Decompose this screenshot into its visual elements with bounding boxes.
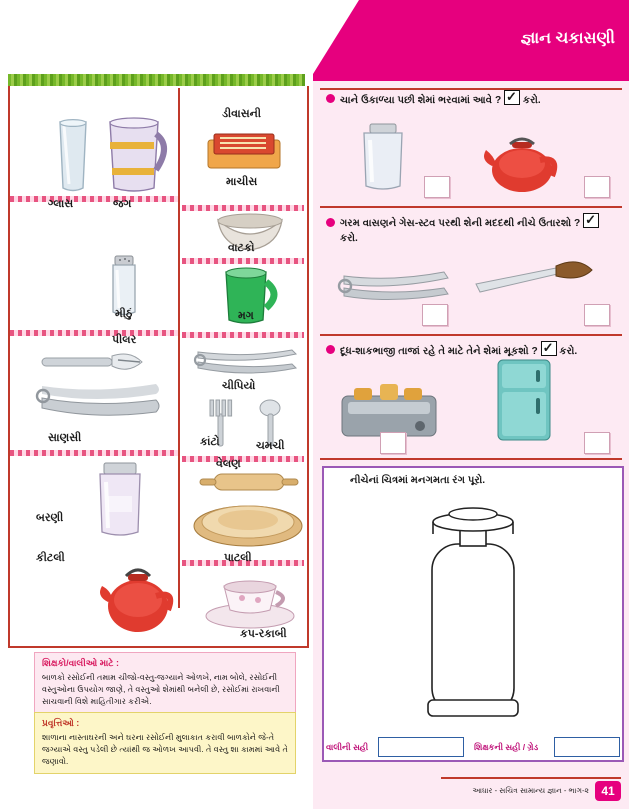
- answer-box-3b[interactable]: [584, 432, 610, 454]
- row-divider: [10, 196, 178, 202]
- object-label: વાટકો: [228, 242, 255, 254]
- matchbox-tray-icon: [204, 128, 286, 176]
- rolling-pin-icon: [198, 462, 302, 500]
- signature-row: [322, 737, 620, 757]
- answer-box-3a[interactable]: [380, 432, 406, 454]
- answer-box-2a[interactable]: [422, 304, 448, 326]
- object-label: પાટલી: [224, 552, 252, 564]
- teacher-note-heading: શિક્ષકો/વાલીઓ માટે :: [42, 658, 120, 668]
- tick-mark-icon: [583, 213, 599, 228]
- object-label: પીલર: [112, 334, 137, 346]
- page-footer: [472, 781, 621, 801]
- question-1-text: [340, 90, 612, 108]
- answer-box-1a[interactable]: [424, 176, 450, 198]
- tongs-icon: [30, 374, 174, 436]
- water-jug-icon: [96, 112, 174, 196]
- colour-activity-text: નીચેનાં ચિત્રમાં મનગમતા રંગ પૂરો.: [350, 475, 486, 486]
- red-teapot-option-icon[interactable]: [478, 134, 568, 194]
- object-label: કપ-રકાબી: [240, 628, 287, 640]
- page-title: જ્ઞાન ચકાસણી: [520, 30, 615, 47]
- parent-signature-field[interactable]: [378, 737, 464, 757]
- object-label: કીટલી: [36, 552, 65, 564]
- teacher-signature-label: શિક્ષકની સહી / ગ્રેડ: [474, 742, 539, 752]
- tick-mark-icon: [504, 90, 520, 105]
- kettle-icon: [96, 560, 180, 636]
- question-2-suffix: કરો.: [340, 233, 358, 245]
- glass-tumbler-icon: [52, 118, 94, 194]
- footer-rule: [441, 777, 621, 779]
- question-3-suffix: કરો.: [556, 346, 578, 357]
- footer-text: આધાર - સચિત્ર સામાન્ય જ્ઞાન - ભાગ-૨: [472, 786, 589, 795]
- refrigerator-option-icon[interactable]: [490, 358, 560, 444]
- object-label: જગ: [113, 198, 132, 210]
- object-label: ચીપિયો: [222, 380, 256, 392]
- red-dot-icon: [326, 345, 335, 354]
- header-wave: [313, 74, 629, 81]
- question-3-text: [340, 341, 612, 359]
- object-label: સાણસી: [48, 432, 82, 444]
- object-label: બરણી: [36, 512, 64, 524]
- parent-signature-label: વાલીની સહી: [326, 742, 369, 752]
- question-2-text: [340, 213, 612, 247]
- teacher-note-text: બાળકો રસોઈની તમામ ચીજો-વસ્તુ-જગ્યાને ઓળખે, નામ બોલે, રસોઈની વસ્તુઓના ઉપયોગ જાણે, તે વસ્તુઓ શેમાંથી બનેલી છે, રસોઈમાં રાખવાની સાચવાની વિશે માહિતીગાર કરીએ.: [42, 673, 280, 706]
- question-1-prompt: ચાને ઉકાળ્યા પછી શેમાં ભરવામાં આવે ?: [340, 95, 505, 106]
- page-number: 41: [595, 781, 621, 801]
- answer-box-2b[interactable]: [584, 304, 610, 326]
- question-2-prompt: ગરમ વાસણને ગેસ-સ્ટવ પરથી શેની મદદથી નીચે ઉતારશો ?: [340, 218, 584, 229]
- row-divider: [10, 330, 178, 336]
- question-1-suffix: કરો.: [520, 95, 541, 106]
- red-dot-icon: [326, 94, 335, 103]
- glass-jar-option-icon[interactable]: [352, 122, 414, 196]
- object-label: વેલણ: [216, 458, 241, 470]
- section-divider: [320, 458, 622, 466]
- glass-jar-icon: [88, 460, 154, 540]
- object-label: ડીવાસની: [222, 108, 261, 120]
- rolling-board-icon: [190, 500, 308, 556]
- teacher-note: [34, 652, 296, 714]
- activity-note: [34, 712, 296, 774]
- column-divider: [178, 88, 180, 608]
- question-3-prompt: દૂધ-શાકભાજી તાજાં રહે તે માટે તેને શેમાં મૂકશો ?: [340, 346, 541, 357]
- activity-note-heading: પ્રવૃત્તિઓ :: [42, 718, 80, 728]
- object-label: કાંટો: [200, 436, 220, 448]
- gas-cylinder-outline-icon: [398, 500, 548, 732]
- tick-mark-icon: [541, 341, 557, 356]
- teacher-signature-field[interactable]: [554, 737, 620, 757]
- row-divider: [10, 450, 178, 456]
- red-dot-icon: [326, 218, 335, 227]
- cup-and-saucer-icon: [196, 566, 304, 630]
- left-objects-panel: [0, 0, 313, 809]
- row-divider: [182, 205, 304, 211]
- object-label: મીઠું: [115, 308, 133, 320]
- activity-note-text: શાળાના નાસ્તાઘરની અને ઘરના રસોઈની મુલાકાત કરાવી બાળકોને જે-તે જગ્યાએ વસ્તુ પડેલી છે ત્યાંથી જ ઓળખ આપવી. તે વસ્તુ શા કામમાં આવે તે જણાવો.: [42, 733, 288, 766]
- object-label: માચીસ: [226, 176, 258, 188]
- object-label: ચમચી: [256, 440, 285, 452]
- object-label: ગ્લાસ: [48, 198, 74, 210]
- answer-box-1b[interactable]: [584, 176, 610, 198]
- knife-option-icon[interactable]: [470, 250, 600, 312]
- row-divider: [182, 332, 304, 338]
- object-label: મગ: [238, 310, 254, 322]
